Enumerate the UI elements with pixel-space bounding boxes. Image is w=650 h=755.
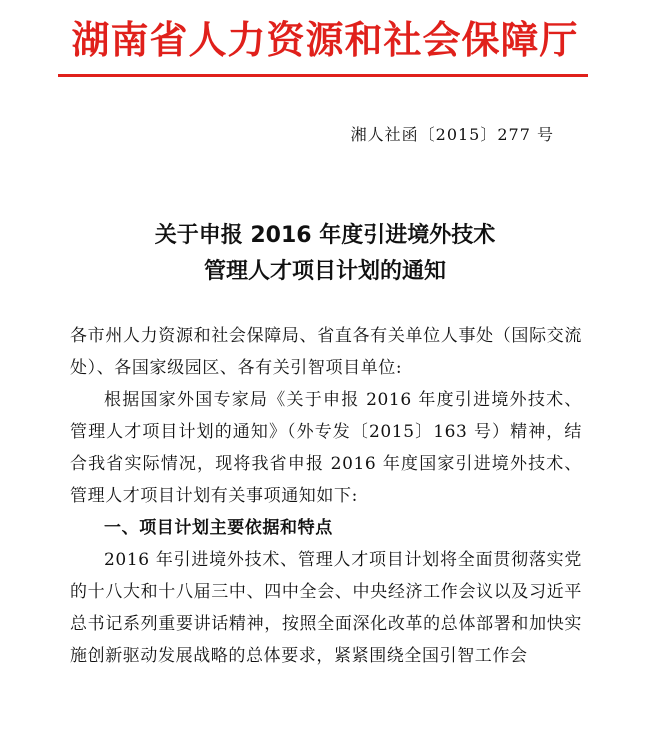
document-title-line-2: 管理人才项目计划的通知 <box>203 259 446 284</box>
document-title <box>0 218 650 290</box>
agency-header-title: 湖南省人力资源和社会保障厅 <box>71 17 579 62</box>
paragraph-2: 2016 年引进境外技术、管理人才项目计划将全面贯彻落实党的十八大和十八届三中、四中全会、中央经济工作会议以及习近平总书记系列重要讲话精神，按照全面深化改革的总体部署和加快实施创新驱动发展战略的总体要求，紧紧围绕全国引智工作会 <box>70 550 582 666</box>
paragraph-1: 根据国家外国专家局《关于申报 2016 年度引进境外技术、管理人才项目计划的通知》（外专发〔2015〕163 号）精神，结合我省实际情况，现将我省申报 2016 年度国家引进境外技术、管理人才项目计划有关事项通知如下: <box>70 390 582 506</box>
salutation: 各市州人力资源和社会保障局、省直各有关单位人事处（国际交流处）、各国家级园区、各有关引智项目单位: <box>70 326 582 378</box>
document-body <box>70 320 582 672</box>
header-red-rule <box>58 74 588 77</box>
document-number: 湘人社函〔2015〕277 号 <box>350 125 554 144</box>
document-title-line-1: 关于申报 2016 年度引进境外技术 <box>154 223 496 248</box>
section-1-heading: 一、项目计划主要依据和特点 <box>104 518 333 538</box>
